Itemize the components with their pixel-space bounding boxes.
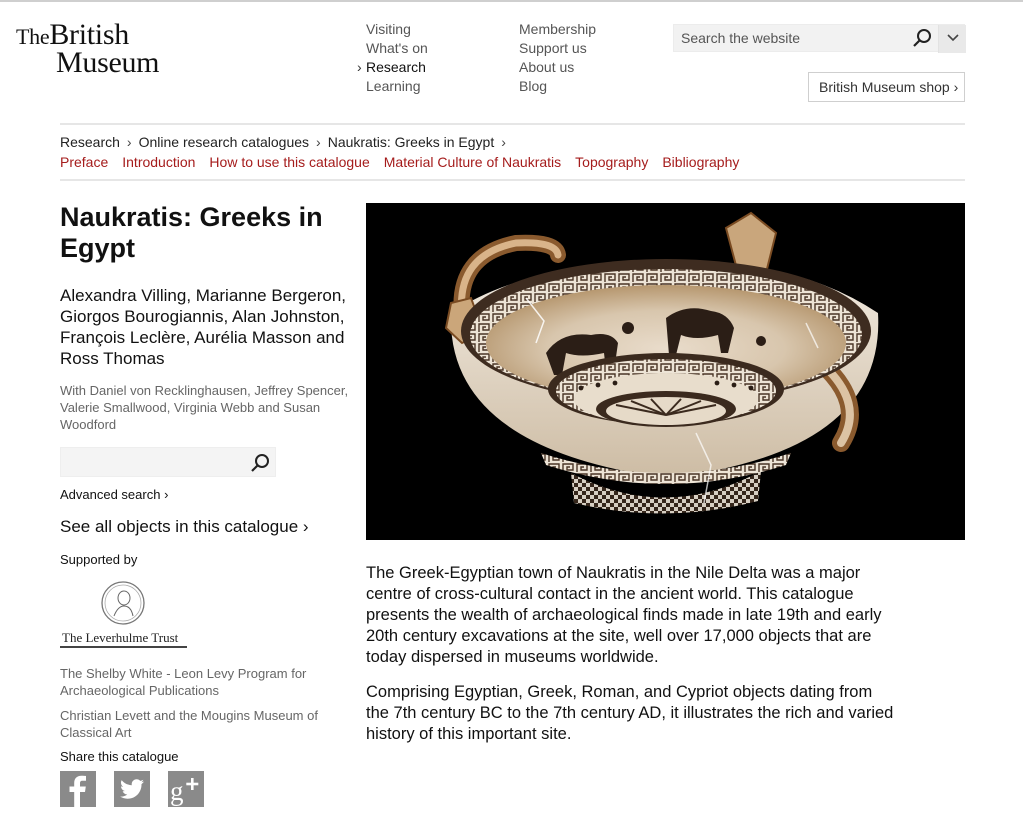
google-plus-share-button[interactable] xyxy=(168,771,204,807)
leverhulme-trust-logo[interactable] xyxy=(60,578,188,652)
catalogue-contributors: With Daniel von Recklinghausen, Jeffrey Spencer, Valerie Smallwood, Virginia Webb and Susan Woodford xyxy=(60,383,349,432)
catalogue-intro-paragraph-2: Comprising Egyptian, Greek, Roman, and Cypriot objects dating from the 7th century BC to the 7th century AD, it illustrates the rich and varied history of this important site. xyxy=(366,683,894,743)
search-icon[interactable] xyxy=(912,28,932,48)
sponsor-christian-levett: Christian Levett and the Mougins Museum of Classical Art xyxy=(60,708,318,740)
nav-blog[interactable]: Blog xyxy=(519,78,548,94)
catalogue-authors: Alexandra Villing, Marianne Bergeron, Giorgos Bourogiannis, Alan Johnston, François Leclère, Aurélia Masson and Ross Thomas xyxy=(60,286,347,368)
top-border xyxy=(0,0,1023,2)
breadcrumb-online-catalogues[interactable]: Online research catalogues xyxy=(138,134,310,150)
facebook-icon xyxy=(60,771,96,807)
portrait-medallion-icon xyxy=(100,580,146,626)
nav-visiting[interactable]: Visiting xyxy=(366,21,411,37)
breadcrumb-research[interactable]: Research xyxy=(60,134,120,150)
catalogue-subnav xyxy=(60,154,753,170)
nav-membership[interactable]: Membership xyxy=(519,21,597,37)
subnav-topography[interactable]: Topography xyxy=(575,154,649,170)
see-all-objects-link[interactable]: See all objects in this catalogue › xyxy=(60,517,309,536)
shop-button[interactable]: British Museum shop › xyxy=(808,72,965,102)
search-icon[interactable] xyxy=(250,453,270,473)
nav-whats-on[interactable]: What's on xyxy=(366,40,428,56)
svg-text:g: g xyxy=(170,776,184,806)
chevron-right-icon: › xyxy=(126,134,132,150)
twitter-share-button[interactable] xyxy=(114,771,150,807)
facebook-share-button[interactable] xyxy=(60,771,96,807)
share-label: Share this catalogue xyxy=(60,749,179,764)
chevron-down-icon xyxy=(947,34,959,42)
subnav-introduction[interactable]: Introduction xyxy=(122,154,196,170)
site-search-input[interactable] xyxy=(673,24,965,52)
advanced-search-link[interactable]: Advanced search › xyxy=(60,487,169,502)
hero-image-kylix xyxy=(366,203,965,540)
subnav-bibliography[interactable]: Bibliography xyxy=(662,154,740,170)
painted-bowl-illustration xyxy=(366,203,965,540)
british-museum-logo[interactable]: TheBritish Museum xyxy=(16,18,160,79)
supported-by-label: Supported by xyxy=(60,552,138,567)
google-plus-icon xyxy=(168,771,204,807)
chevron-right-icon: › xyxy=(501,134,506,150)
chevron-right-icon: › xyxy=(316,134,321,150)
main-nav-primary xyxy=(366,20,428,96)
site-search-placeholder: Search the website xyxy=(681,30,801,46)
subnav-material-culture[interactable]: Material Culture of Naukratis xyxy=(383,154,562,170)
subnav-preface[interactable]: Preface xyxy=(60,154,109,170)
twitter-icon xyxy=(114,771,150,807)
page-title: Naukratis: Greeks in Egypt xyxy=(60,202,323,263)
nav-research[interactable]: › Research xyxy=(366,58,428,77)
nav-support-us[interactable]: Support us xyxy=(519,40,587,56)
divider xyxy=(60,179,965,181)
subnav-how-to-use[interactable]: How to use this catalogue xyxy=(209,154,370,170)
nav-about-us[interactable]: About us xyxy=(519,59,575,75)
nav-learning[interactable]: Learning xyxy=(366,78,421,94)
catalogue-intro-paragraph-1: The Greek-Egyptian town of Naukratis in the Nile Delta was a major centre of cross-cultural contact in the ancient world. This catalogue presents the wealth of archaeological finds made in late 19th and early 20th century excavations at the site, well over 17,000 objects that are today dispersed in museums worldwide. xyxy=(366,564,882,666)
breadcrumb-naukratis[interactable]: Naukratis: Greeks in Egypt xyxy=(327,134,495,150)
sponsor-shelby-white: The Shelby White - Leon Levy Program for Archaeological Publications xyxy=(60,666,307,698)
breadcrumb xyxy=(60,134,513,150)
divider xyxy=(60,123,965,125)
search-options-dropdown[interactable] xyxy=(938,25,966,53)
catalogue-search-input[interactable] xyxy=(60,447,276,477)
leverhulme-trust-name: The Leverhulme Trust xyxy=(60,630,187,648)
main-nav-secondary xyxy=(519,20,596,96)
